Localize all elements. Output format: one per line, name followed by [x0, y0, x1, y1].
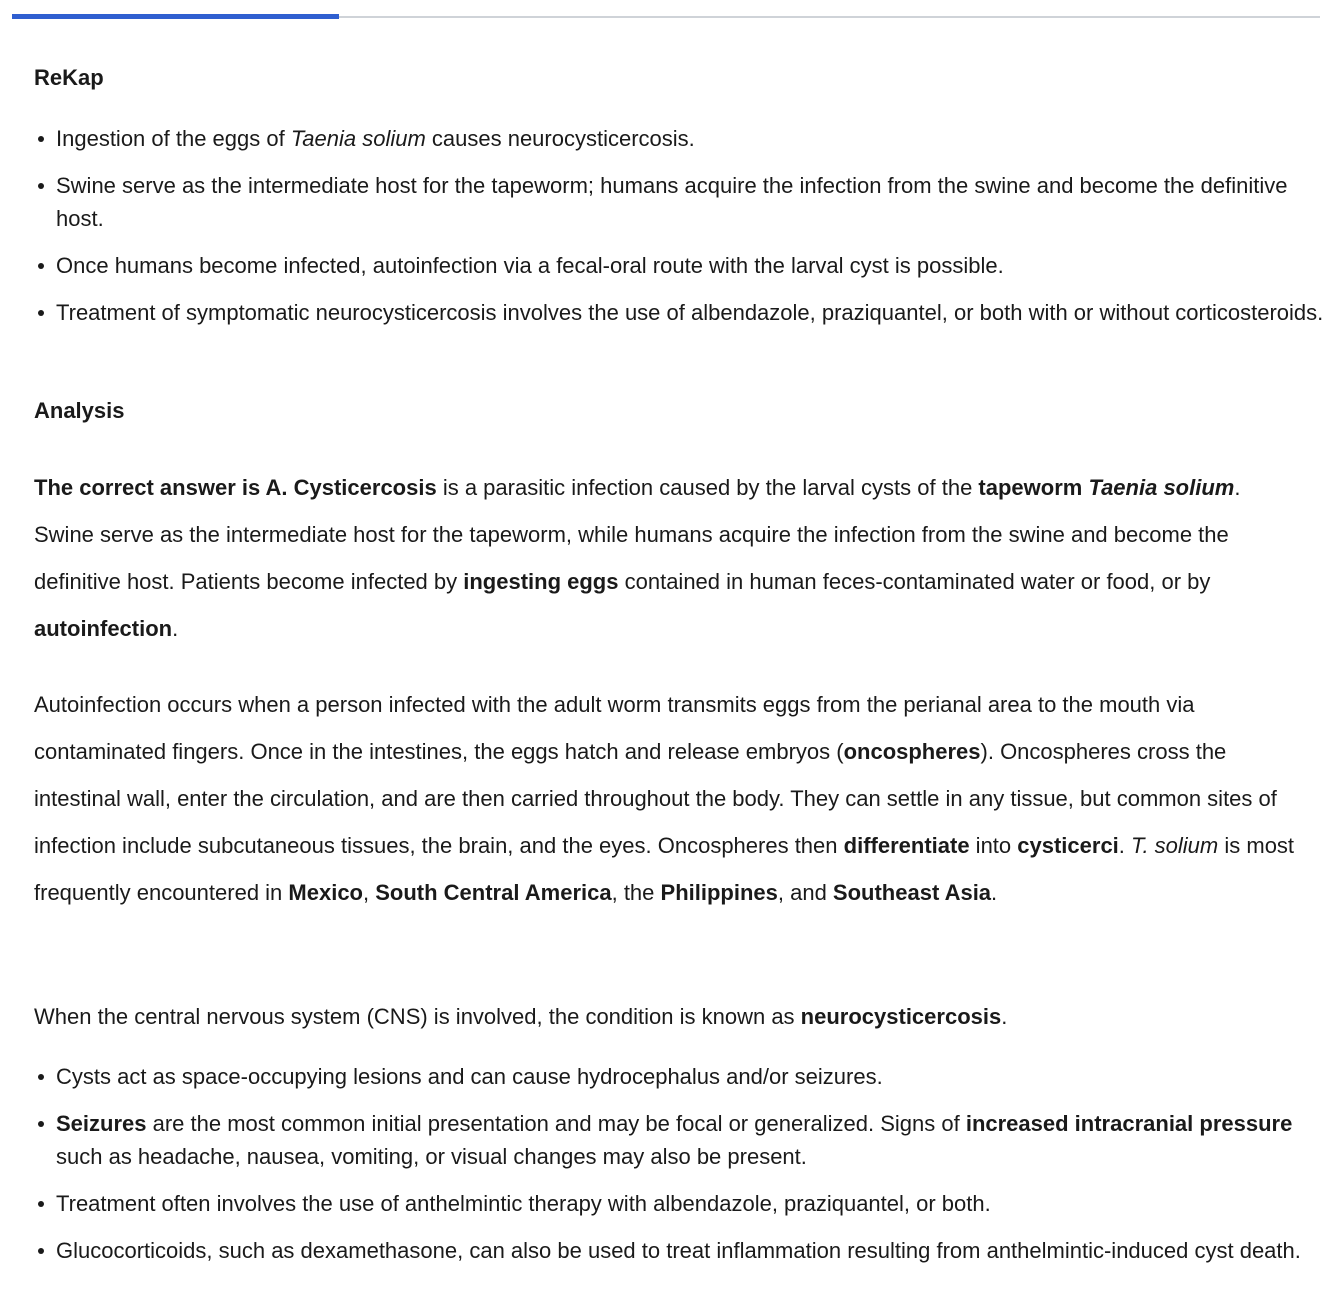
analysis-paragraph-answer: The correct answer is A. Cysticercosis is a parasitic infection caused by the larval cysts of the tapeworm Taenia solium. Swine serve as the intermediate host for the tapeworm, while humans acquire the infection from the swine and become the definitive host. Patients become infected by ingesting eggs contained in human feces-contaminated water or food, or by autoinfection. [34, 475, 1241, 641]
cns-list [34, 1060, 1324, 1281]
cns-item: Treatment often involves the use of anthelmintic therapy with albendazole, praziquantel, or both. [56, 1187, 1324, 1220]
rekap-heading: ReKap [34, 65, 104, 90]
cns-item: Seizures are the most common initial presentation and may be focal or generalized. Signs of increased intracranial pressure such as headache, nausea, vomiting, or visual changes may also be present. [56, 1107, 1324, 1173]
rekap-item: Once humans become infected, autoinfection via a fecal-oral route with the larval cyst is possible. [56, 249, 1324, 282]
analysis-paragraph-autoinfection: Autoinfection occurs when a person infected with the adult worm transmits eggs from the perianal area to the mouth via contaminated fingers. Once in the intestines, the eggs hatch and release embryos (oncospheres). Oncospheres cross the intestinal wall, enter the circulation, and are then carried throughout the body. They can settle in any tissue, but common sites of infection include subcutaneous tissues, the brain, and the eyes. Oncospheres then differentiate into cysticerci. T. solium is most frequently encountered in Mexico, South Central America, the Philippines, and Southeast Asia. [34, 692, 1295, 905]
cns-item: Cysts act as space-occupying lesions and can cause hydrocephalus and/or seizures. [56, 1060, 1324, 1093]
analysis-paragraph-cns: When the central nervous system (CNS) is involved, the condition is known as neurocysticercosis. [34, 1004, 1008, 1029]
analysis-heading: Analysis [34, 398, 125, 423]
rekap-item: Ingestion of the eggs of Taenia solium causes neurocysticercosis. [56, 122, 1324, 155]
rekap-list [34, 122, 1324, 343]
progress-bar [12, 16, 1320, 18]
progress-bar-fill [12, 14, 339, 19]
rekap-item: Treatment of symptomatic neurocysticercosis involves the use of albendazole, praziquantel, or both with or without corticosteroids. [56, 296, 1324, 329]
cns-item: Glucocorticoids, such as dexamethasone, can also be used to treat inflammation resulting from anthelmintic-induced cyst death. [56, 1234, 1324, 1267]
rekap-item: Swine serve as the intermediate host for the tapeworm; humans acquire the infection from the swine and become the definitive host. [56, 169, 1324, 235]
